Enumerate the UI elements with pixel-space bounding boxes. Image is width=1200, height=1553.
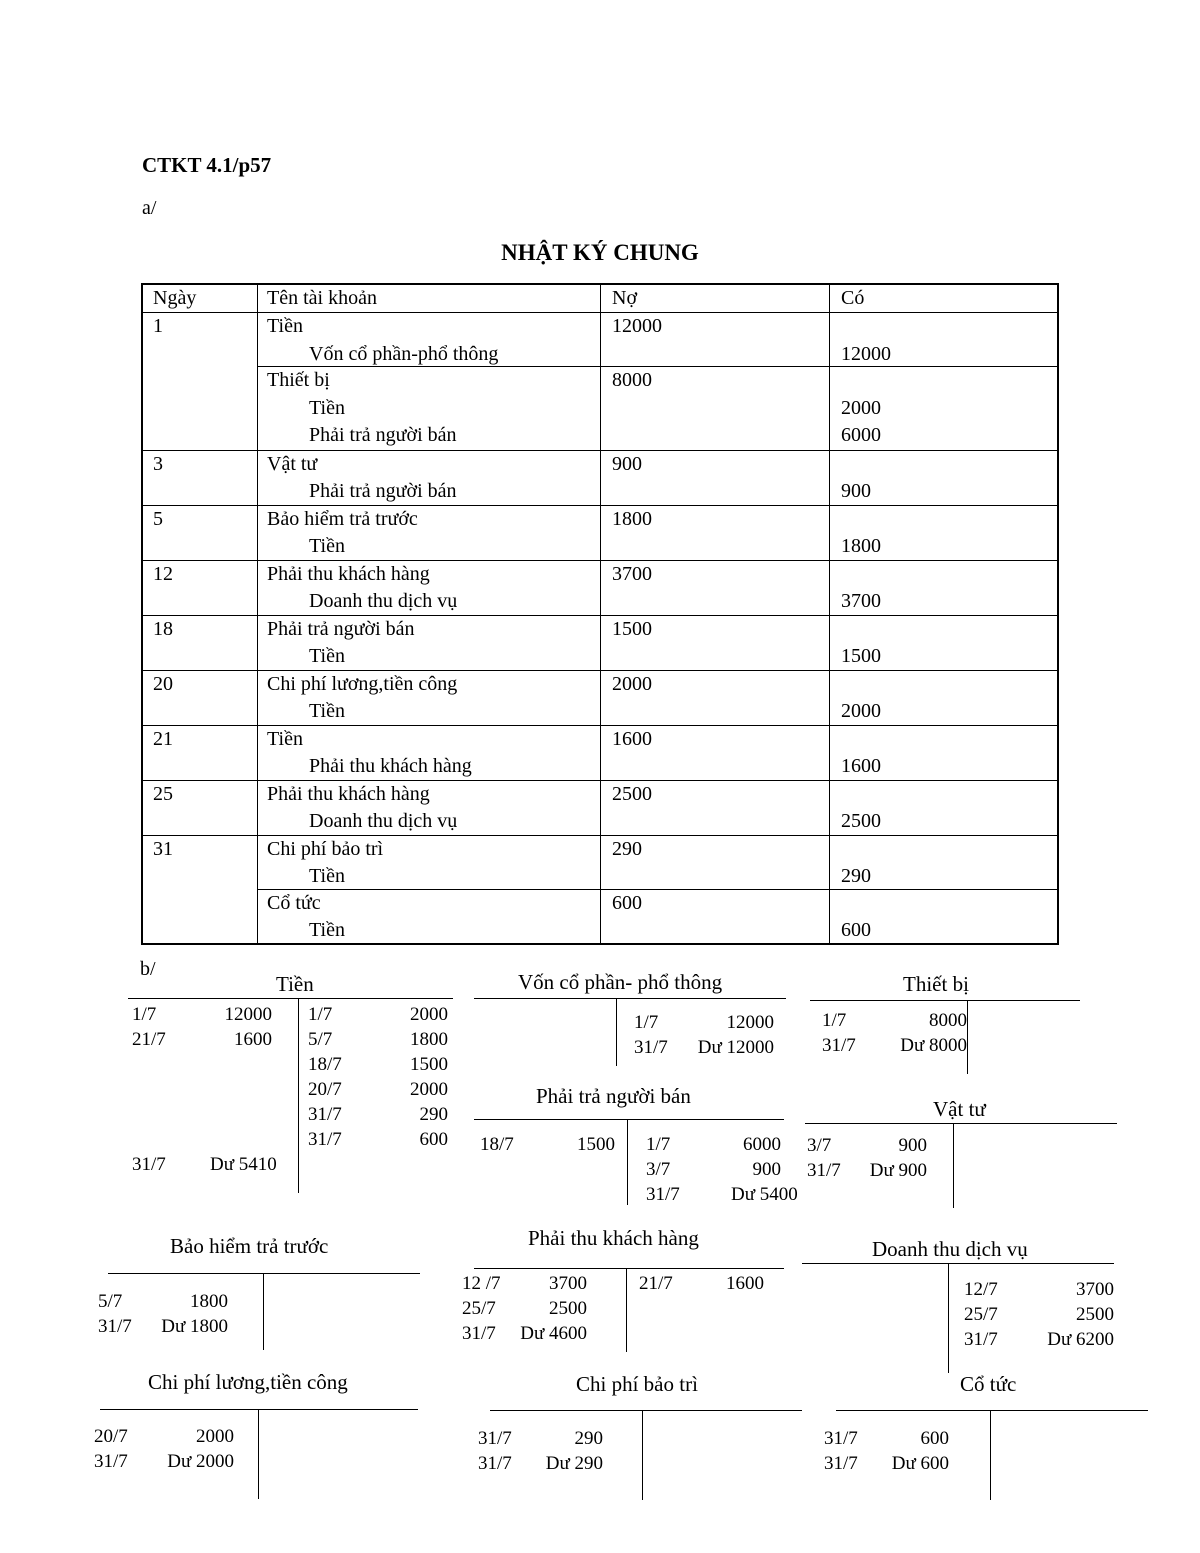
credit-account-name: Vốn cổ phần-phổ thông <box>309 342 499 365</box>
t-account-vertical-line <box>263 1273 264 1350</box>
entry-date: 20 <box>153 672 173 695</box>
t-account-vertical-line <box>616 998 617 1066</box>
credit-side-entry <box>646 1182 798 1207</box>
t-account-horizontal-line <box>802 1263 1114 1264</box>
entry-date: 5 <box>153 507 163 530</box>
credit-amount: 1500 <box>841 645 881 667</box>
t-account-horizontal-line <box>836 1410 1148 1411</box>
entry-amount: 600 <box>419 1129 448 1150</box>
debit-account-name: Vật tư <box>267 452 318 475</box>
entry-date: 21/7 <box>639 1273 673 1294</box>
entry-date: 31/7 <box>807 1160 841 1181</box>
credit-side-entry <box>308 1102 448 1127</box>
debit-amount: 1600 <box>612 727 652 750</box>
entry-amount: 12000 <box>224 1004 272 1025</box>
debit-account-name: Thiết bị <box>267 369 330 391</box>
entry-date: 31/7 <box>478 1428 512 1449</box>
debit-side-entry <box>462 1321 587 1346</box>
debit-account-name: Tiền <box>267 315 303 337</box>
column-divider <box>600 285 601 943</box>
entry-amount: Dư 600 <box>891 1453 949 1474</box>
credit-account-name: Tiền <box>309 535 345 557</box>
t-account-vertical-line <box>948 1263 949 1373</box>
entry-amount: Dư 5400 <box>731 1184 798 1205</box>
debit-account-name: Phải trả người bán <box>267 617 415 640</box>
credit-account-name: Tiền <box>309 700 345 722</box>
credit-side-entry <box>308 1002 448 1027</box>
credit-side-entry <box>646 1157 781 1182</box>
entry-amount: 12000 <box>726 1012 774 1033</box>
credit-side-entry <box>639 1271 764 1296</box>
entry-date: 25 <box>153 782 173 805</box>
entry-date: 3/7 <box>807 1135 832 1156</box>
debit-amount: 600 <box>612 891 642 914</box>
debit-amount: 2500 <box>612 782 652 805</box>
t-account-title: Phải thu khách hàng <box>528 1226 699 1250</box>
entry-amount: 2000 <box>410 1079 448 1100</box>
t-account-horizontal-line <box>474 998 786 999</box>
t-account-tien <box>128 972 453 1193</box>
t-account-co-tuc <box>824 1372 1148 1500</box>
debit-side-entry <box>132 1152 277 1177</box>
debit-side-entry <box>98 1314 228 1339</box>
t-account-horizontal-line <box>100 1409 418 1410</box>
credit-account-name: Phải trả người bán <box>309 424 457 446</box>
part-b-label: b/ <box>140 958 156 980</box>
debit-account-name: Bảo hiểm trả trước <box>267 507 418 530</box>
entry-date: 31/7 <box>308 1104 342 1125</box>
entry-date: 31/7 <box>478 1453 512 1474</box>
entry-date: 31/7 <box>824 1453 858 1474</box>
t-account-horizontal-line <box>805 1123 1117 1124</box>
entry-date: 1/7 <box>634 1012 659 1033</box>
entry-date: 31/7 <box>964 1329 998 1350</box>
entry-date: 18/7 <box>480 1134 514 1155</box>
t-account-title: Vật tư <box>933 1097 986 1121</box>
entry-date: 5/7 <box>98 1291 123 1312</box>
debit-amount: 8000 <box>612 369 652 391</box>
entry-amount: 1800 <box>190 1291 228 1312</box>
debit-side-entry <box>94 1449 234 1474</box>
entry-date: 21 <box>153 727 173 750</box>
entry-date: 25/7 <box>462 1298 496 1319</box>
credit-side-entry <box>308 1077 448 1102</box>
debit-side-entry <box>807 1158 927 1183</box>
credit-account-name: Doanh thu dịch vụ <box>309 810 458 832</box>
entry-date: 5/7 <box>308 1029 333 1050</box>
credit-amount: 2000 <box>841 396 881 419</box>
entry-amount: 290 <box>574 1428 603 1449</box>
entry-date: 20/7 <box>94 1426 128 1447</box>
t-account-horizontal-line <box>108 1273 420 1274</box>
entry-amount: Dư 12000 <box>697 1037 774 1058</box>
t-account-title: Vốn cổ phần- phổ thông <box>518 970 723 994</box>
entry-date: 18 <box>153 617 173 640</box>
t-account-horizontal-line <box>128 998 453 999</box>
column-header-debit: Nợ <box>612 287 638 309</box>
t-account-title: Bảo hiểm trả trước <box>170 1234 329 1258</box>
debit-side-entry <box>822 1008 967 1033</box>
column-header-date: Ngày <box>153 287 197 309</box>
credit-side-entry <box>964 1302 1114 1327</box>
entry-amount: 1600 <box>726 1273 764 1294</box>
debit-side-entry <box>822 1033 967 1058</box>
debit-side-entry <box>462 1271 587 1296</box>
credit-account-name: Phải thu khách hàng <box>309 755 472 777</box>
credit-side-entry <box>308 1127 448 1152</box>
debit-side-entry <box>478 1426 603 1451</box>
t-account-horizontal-line <box>810 1000 1080 1001</box>
credit-amount: 6000 <box>841 424 881 446</box>
debit-amount: 12000 <box>612 315 662 337</box>
entry-date: 20/7 <box>308 1079 342 1100</box>
t-account-vertical-line <box>627 1119 628 1205</box>
entry-date: 31/7 <box>822 1035 856 1056</box>
t-account-bao-hiem-tra-truoc <box>98 1234 420 1350</box>
t-account-title: Phải trả người bán <box>536 1084 691 1108</box>
credit-side-entry <box>964 1327 1114 1352</box>
debit-side-entry <box>807 1133 927 1158</box>
entry-amount: Dư 2000 <box>167 1451 234 1472</box>
credit-account-name: Phải trả người bán <box>309 480 457 502</box>
t-account-von-co-phan-pho-thong <box>474 970 786 1066</box>
debit-amount: 1500 <box>612 617 652 640</box>
entry-amount: 3700 <box>1076 1279 1114 1300</box>
credit-side-entry <box>634 1010 774 1035</box>
entry-amount: 3700 <box>549 1273 587 1294</box>
entry-date: 31/7 <box>98 1316 132 1337</box>
credit-amount: 2000 <box>841 700 881 722</box>
t-account-vertical-line <box>953 1123 954 1208</box>
entry-date: 31/7 <box>132 1154 166 1175</box>
debit-amount: 1800 <box>612 507 652 530</box>
entry-date: 3/7 <box>646 1159 671 1180</box>
entry-date: 3 <box>153 452 163 475</box>
entry-date: 18/7 <box>308 1054 342 1075</box>
entry-amount: 290 <box>419 1104 448 1125</box>
entry-amount: Dư 5410 <box>210 1154 277 1175</box>
credit-account-name: Tiền <box>309 396 345 419</box>
entry-amount: 2500 <box>1076 1304 1114 1325</box>
general-journal-table <box>141 283 1059 945</box>
entry-date: 31/7 <box>646 1184 680 1205</box>
entry-date: 12 <box>153 562 173 585</box>
t-account-title: Chi phí lương,tiền công <box>148 1370 348 1394</box>
entry-date: 31/7 <box>94 1451 128 1472</box>
t-account-title: Cổ tức <box>960 1372 1017 1396</box>
column-divider <box>829 285 830 943</box>
credit-amount: 12000 <box>841 342 891 365</box>
t-account-chi-phi-luong-tien-cong <box>94 1370 418 1499</box>
t-account-horizontal-line <box>474 1119 784 1120</box>
debit-account-name: Tiền <box>267 727 303 750</box>
debit-amount: 2000 <box>612 672 652 695</box>
debit-amount: 3700 <box>612 562 652 585</box>
debit-side-entry <box>824 1451 949 1476</box>
credit-amount: 600 <box>841 919 871 941</box>
part-a-label: a/ <box>142 197 157 219</box>
entry-amount: 600 <box>920 1428 949 1449</box>
credit-amount: 1800 <box>841 535 881 557</box>
entry-date: 21/7 <box>132 1029 166 1050</box>
t-account-vertical-line <box>990 1410 991 1500</box>
entry-date: 1/7 <box>646 1134 671 1155</box>
entry-amount: 900 <box>898 1135 927 1156</box>
entry-date: 1 <box>153 315 163 337</box>
credit-account-name: Doanh thu dịch vụ <box>309 590 458 612</box>
credit-side-entry <box>646 1132 781 1157</box>
entry-date: 1/7 <box>308 1004 333 1025</box>
debit-side-entry <box>98 1289 228 1314</box>
credit-side-entry <box>634 1035 774 1060</box>
t-account-vertical-line <box>298 998 299 1193</box>
t-account-vertical-line <box>258 1409 259 1499</box>
credit-account-name: Tiền <box>309 919 345 941</box>
t-account-doanh-thu-dich-vu <box>802 1237 1114 1373</box>
entry-amount: 1800 <box>410 1029 448 1050</box>
entry-amount: Dư 1800 <box>161 1316 228 1337</box>
entry-amount: 1500 <box>410 1054 448 1075</box>
credit-side-entry <box>308 1027 448 1052</box>
entry-date: 1/7 <box>822 1010 847 1031</box>
credit-side-entry <box>964 1277 1114 1302</box>
t-account-phai-thu-khach-hang <box>462 1226 784 1352</box>
debit-amount: 900 <box>612 452 642 475</box>
entry-date: 31/7 <box>634 1037 668 1058</box>
entry-amount: Dư 4600 <box>520 1323 587 1344</box>
t-account-title: Tiền <box>276 972 314 996</box>
entry-amount: 1600 <box>234 1029 272 1050</box>
credit-amount: 3700 <box>841 590 881 612</box>
entry-date: 25/7 <box>964 1304 998 1325</box>
column-header-account: Tên tài khoản <box>267 287 377 309</box>
t-account-chi-phi-bao-tri <box>478 1372 802 1500</box>
t-account-title: Thiết bị <box>903 972 969 996</box>
credit-side-entry <box>308 1052 448 1077</box>
entry-amount: Dư 8000 <box>900 1035 967 1056</box>
entry-date: 31/7 <box>308 1129 342 1150</box>
t-account-phai-tra-nguoi-ban <box>474 1084 798 1205</box>
debit-side-entry <box>462 1296 587 1321</box>
entry-amount: 2500 <box>549 1298 587 1319</box>
t-account-horizontal-line <box>474 1268 784 1269</box>
debit-side-entry <box>824 1426 949 1451</box>
debit-account-name: Phải thu khách hàng <box>267 782 430 805</box>
debit-account-name: Phải thu khách hàng <box>267 562 430 585</box>
entry-date: 1/7 <box>132 1004 157 1025</box>
t-account-vat-tu <box>805 1097 1117 1208</box>
t-account-vertical-line <box>626 1268 627 1352</box>
credit-amount: 290 <box>841 865 871 887</box>
t-account-thiet-bi <box>810 972 1080 1074</box>
debit-account-name: Chi phí bảo trì <box>267 837 384 860</box>
debit-amount: 290 <box>612 837 642 860</box>
debit-side-entry <box>132 1002 272 1027</box>
entry-date: 31/7 <box>462 1323 496 1344</box>
t-account-title: Doanh thu dịch vụ <box>872 1237 1028 1261</box>
debit-account-name: Chi phí lương,tiền công <box>267 672 458 695</box>
entry-amount: 1500 <box>577 1134 615 1155</box>
debit-account-name: Cổ tức <box>267 891 321 914</box>
entry-amount: 2000 <box>410 1004 448 1025</box>
t-account-horizontal-line <box>490 1410 802 1411</box>
credit-account-name: Tiền <box>309 865 345 887</box>
debit-side-entry <box>480 1132 615 1157</box>
entry-amount: Dư 900 <box>869 1160 927 1181</box>
entry-amount: 6000 <box>743 1134 781 1155</box>
t-account-vertical-line <box>642 1410 643 1500</box>
column-header-credit: Có <box>841 287 865 309</box>
credit-amount: 2500 <box>841 810 881 832</box>
entry-date: 12 /7 <box>462 1273 501 1294</box>
column-divider <box>257 285 258 943</box>
entry-date: 12/7 <box>964 1279 998 1300</box>
debit-side-entry <box>478 1451 603 1476</box>
entry-date: 31/7 <box>824 1428 858 1449</box>
debit-side-entry <box>132 1027 272 1052</box>
t-account-title: Chi phí bảo trì <box>576 1372 698 1396</box>
entry-amount: Dư 6200 <box>1047 1329 1114 1350</box>
t-account-vertical-line <box>967 1000 968 1074</box>
entry-amount: 2000 <box>196 1426 234 1447</box>
entry-amount: Dư 290 <box>545 1453 603 1474</box>
entry-amount: 8000 <box>929 1010 967 1031</box>
credit-amount: 1600 <box>841 755 881 777</box>
credit-amount: 900 <box>841 480 871 502</box>
document-title: CTKT 4.1/p57 <box>142 153 272 177</box>
credit-account-name: Tiền <box>309 645 345 667</box>
debit-side-entry <box>94 1424 234 1449</box>
entry-date: 31 <box>153 837 173 860</box>
journal-title: NHẬT KÝ CHUNG <box>501 240 699 265</box>
entry-amount: 900 <box>752 1159 781 1180</box>
